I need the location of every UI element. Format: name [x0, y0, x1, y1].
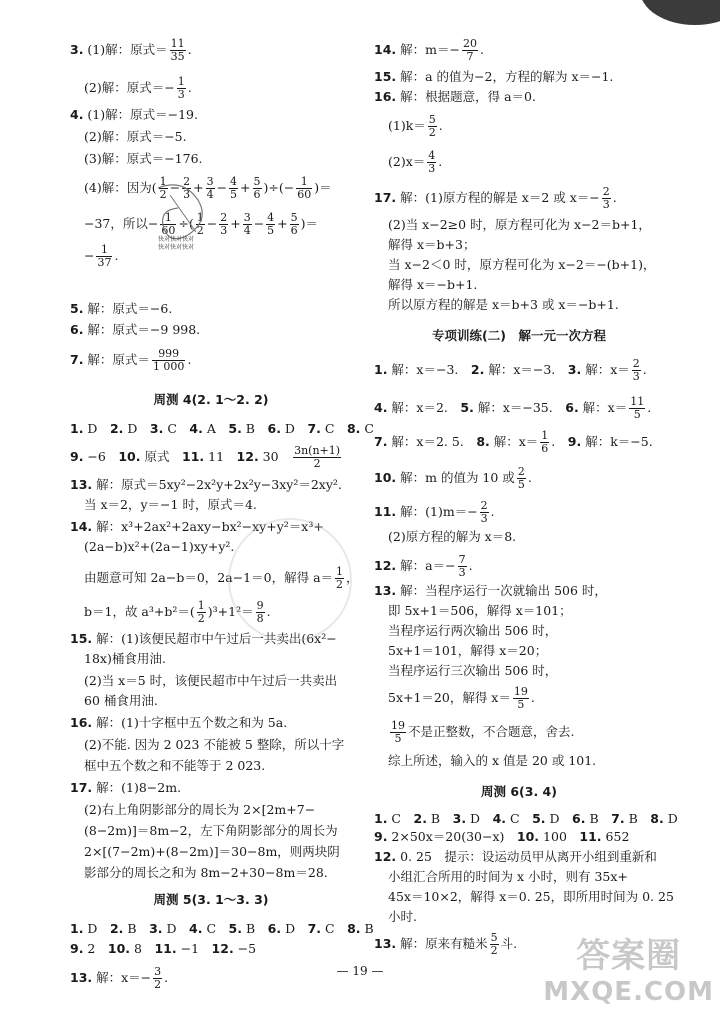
answer-line: 2×[(7−2m)+(8−2m)]＝30−8m，则两块阴 [84, 844, 340, 859]
answer-line: (2)右上角阴影部分的周长为 2×[2m+7− [84, 802, 316, 817]
answer-line: 16. 解：根据题意，得 a＝0. [374, 89, 536, 104]
watermark [543, 928, 714, 1007]
answer-line: 解得 x＝−b+1. [388, 277, 478, 292]
answer-line: 1. C 2. B 3. D 4. C 5. D 6. B 7. B 8. D [374, 811, 678, 826]
answer-line: 5x+1＝20，解得 x＝ $\frac{19}{5}$ . [388, 685, 535, 711]
corner-decoration [640, 0, 720, 25]
answer-line: 4. 解：x＝2. 5. 解：x＝−35. 6. 解：x＝ $\frac{11}{5}$ . [374, 395, 652, 421]
answer-line: 13. 解：x＝− $\frac{3}{2}$ . [70, 965, 169, 991]
answer-line: 小组汇合所用的时间为 x 小时，则有 35x+ [388, 869, 628, 884]
answer-line: 12. 0. 25 提示：设运动员甲从离开小组到重新和 [374, 849, 657, 864]
answer-line: b＝1，故 a³+b²＝( $\frac{1}{2}$ )³+1²＝ $\frac{9}{8}$ . [84, 599, 271, 625]
answer-line: −37，所以− $\frac{1}{60}$ ÷( $\frac{1}{2}$ − $\frac{2}{3}$ + $\frac{3}{4}$ − $\frac{4}{5}$ + $\frac{5}{6}$ )＝ [84, 211, 319, 237]
answer-line: 17. 解：(1)原方程的解是 x＝2 或 x＝− $\frac{2}{3}$ . [374, 185, 617, 211]
answer-line: 所以原方程的解是 x＝b+3 或 x＝−b+1. [388, 297, 619, 312]
section-heading: 专项训练(二) 解一元一次方程 [432, 328, 606, 343]
answer-line: 45x＝10×2，解得 x＝0. 25，即所用时间为 0. 25 [388, 889, 674, 904]
answer-line: 3. (1)解：原式＝ $\frac{11}{35}$ . [70, 37, 192, 63]
answer-line: 18x)桶食用油. [84, 651, 166, 666]
answer-line: − $\frac{1}{37}$ . [84, 243, 119, 269]
answer-line: 11. 解：(1)m＝− $\frac{2}{3}$ . [374, 499, 495, 525]
answer-line: (2)不能. 因为 2 023 不能被 5 整除，所以十字 [84, 737, 345, 752]
answer-line: 当程序运行三次输出 506 时， [388, 663, 558, 678]
answer-line: 4. (1)解：原式＝−19. [70, 107, 198, 122]
section-heading: 周测 4(2. 1～2. 2) [153, 392, 269, 407]
answer-line: 小时. [388, 909, 417, 924]
answer-line: 9. −6 10. 原式 11. 11 12. 30 $\frac{3n(n+1)}{2}$ [70, 444, 341, 470]
answer-line: 17. 解：(1)8−2m. [70, 780, 182, 795]
answer-line: 14. 解：x³+2ax²+2axy−bx²−xy+y²＝x³+ [70, 519, 324, 534]
watermark-bottom: MXQE.COM [543, 977, 714, 1007]
answer-line: (2)解：原式＝−5. [84, 129, 187, 144]
answer-line: (3)解：原式＝−176. [84, 151, 203, 166]
answer-line: 5. 解：原式＝−6. [70, 301, 173, 316]
scribble-label: 快对快对快对 快对快对快对 [158, 236, 195, 251]
answer-line: 9. 2×50x＝20(30−x) 10. 100 11. 652 [374, 829, 630, 844]
page-number: — 19 — [336, 964, 384, 978]
answer-line: 1. 解：x＝−3. 2. 解：x＝−3. 3. 解：x＝ $\frac{2}{3}$ . [374, 357, 647, 383]
section-heading: 周测 6(3. 4) [481, 784, 557, 799]
answer-line: 10. 解：m 的值为 10 或 $\frac{2}{5}$ . [374, 465, 532, 491]
section-heading: 周测 5(3. 1～3. 3) [153, 892, 269, 907]
answer-line: (2a−b)x²+(2a−1)xy+y². [84, 539, 235, 554]
answer-line: 16. 解：(1)十字框中五个数之和为 5a. [70, 715, 288, 730]
answer-line: (2)原方程的解为 x＝8. [388, 529, 517, 544]
answer-line: (8−2m)]＝8m−2，左下角阴影部分的周长为 [84, 823, 338, 838]
answer-line: (2)当 x＝5 时，该便民超市中午过后一共卖出 [84, 673, 338, 688]
answer-line: $\frac{19}{5}$ 不是正整数，不合题意，舍去. [391, 719, 575, 745]
answer-line: (4)解：因为( $\frac{1}{2}$ − $\frac{2}{3}$ + $\frac{3}{4}$ − $\frac{4}{5}$ + $\frac{5}{6}$ )÷(− $\frac{1}{60}$ )＝ [84, 175, 332, 201]
answer-line: 1. D 2. B 3. D 4. C 5. B 6. D 7. C 8. B [70, 921, 374, 936]
answer-line: 即 5x+1＝506，解得 x＝101； [388, 603, 572, 618]
answer-line: 综上所述，输入的 x 值是 20 或 101. [388, 753, 597, 768]
answer-line: (1)k＝ $\frac{5}{2}$ . [388, 113, 443, 139]
answer-line: 当 x−2＜0 时，原方程可化为 x−2＝−(b+1)， [388, 257, 656, 272]
answer-line: 9. 2 10. 8 11. −1 12. −5 [70, 941, 257, 956]
answer-line: 5x+1＝101，解得 x＝20； [388, 643, 548, 658]
answer-line: (2)解：原式＝− $\frac{1}{3}$ . [84, 75, 192, 101]
faint-stamp [228, 518, 352, 642]
answer-line: 当 x＝2，y＝−1 时，原式＝4. [84, 497, 257, 512]
answer-line: 6. 解：原式＝−9 998. [70, 322, 201, 337]
answer-line: (2)x＝ $\frac{4}{3}$ . [388, 149, 443, 175]
watermark-top: 答案圈 [576, 936, 682, 976]
answer-line: 7. 解：原式＝ $\frac{999}{1 000}$ . [70, 347, 192, 373]
answer-line: 60 桶食用油. [84, 693, 158, 708]
answer-line: 14. 解：m＝− $\frac{20}{7}$ . [374, 37, 484, 63]
answer-line: 13. 解：原式＝5xy²−2x²y+2x²y−3xy²＝2xy². [70, 477, 342, 492]
answer-line: 15. 解：(1)该便民超市中午过后一共卖出(6x²− [70, 631, 337, 646]
answer-line: 13. 解：原来有糙米 $\frac{5}{2}$ 斗. [374, 931, 518, 957]
answer-line: 影部分的周长之和为 8m−2+30−8m＝28. [84, 865, 328, 880]
answer-line: 15. 解：a 的值为−2，方程的解为 x＝−1. [374, 69, 614, 84]
answer-line: 1. D 2. D 3. C 4. A 5. B 6. D 7. C 8. C [70, 421, 374, 436]
answer-line: 框中五个数之和不能等于 2 023. [84, 758, 266, 773]
answer-line: (2)当 x−2≥0 时，原方程可化为 x−2＝b+1， [388, 217, 651, 232]
answer-line: 解得 x＝b+3； [388, 237, 476, 252]
answer-line: 13. 解：当程序运行一次就输出 506 时， [374, 583, 607, 598]
answer-line: 当程序运行两次输出 506 时， [388, 623, 558, 638]
answer-line: 12. 解：a＝− $\frac{7}{3}$ . [374, 553, 473, 579]
answer-line: 由题意可知 2a−b＝0，2a−1＝0，解得 a＝ $\frac{1}{2}$ ， [84, 565, 359, 591]
answer-line: 7. 解：x＝2. 5. 8. 解：x＝ $\frac{1}{6}$ . 9. 解：k＝−5. [374, 429, 653, 455]
